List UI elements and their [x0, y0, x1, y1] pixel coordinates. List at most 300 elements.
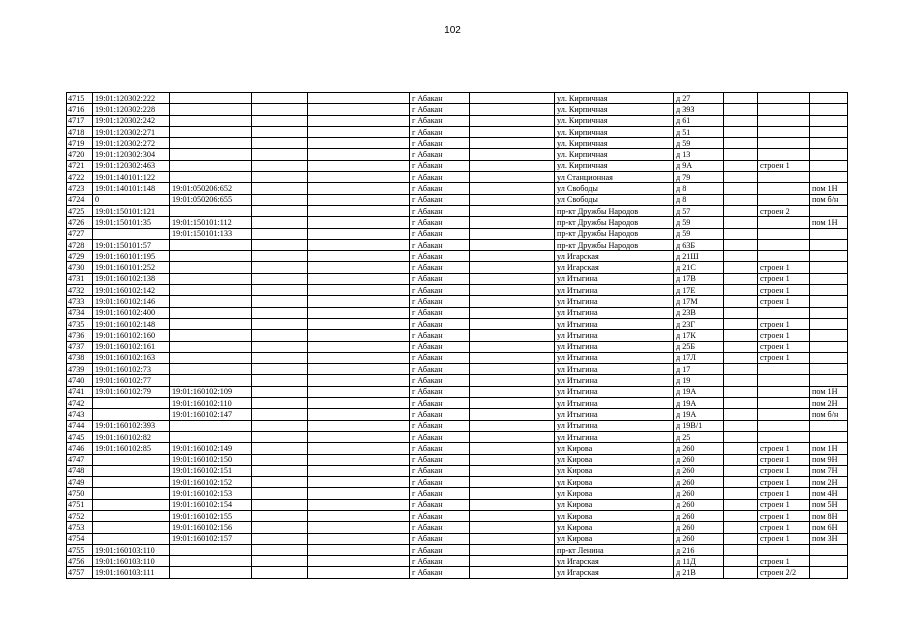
empty-col-5-cell: [308, 104, 410, 115]
empty-col-4-cell: [252, 318, 308, 329]
street-cell: ул Игарская: [555, 556, 674, 567]
city-cell: г Абакан: [410, 307, 470, 318]
premises-cell: пом 3Н: [810, 533, 848, 544]
empty-col-10-cell: [724, 126, 758, 137]
empty-col-7-cell: [470, 228, 555, 239]
empty-col-7-cell: [470, 126, 555, 137]
premises-cell: [810, 104, 848, 115]
city-cell: г Абакан: [410, 115, 470, 126]
premises-cell: [810, 352, 848, 363]
empty-col-10-cell: [724, 364, 758, 375]
empty-col-4-cell: [252, 160, 308, 171]
empty-col-7-cell: [470, 454, 555, 465]
empty-col-5-cell: [308, 420, 410, 431]
building-cell: [758, 149, 810, 160]
empty-col-7-cell: [470, 104, 555, 115]
house-number-cell: д 13: [674, 149, 724, 160]
house-number-cell: д 19А: [674, 398, 724, 409]
linked-cadastral-number-cell: [170, 149, 252, 160]
premises-cell: [810, 239, 848, 250]
empty-col-7-cell: [470, 251, 555, 262]
city-cell: г Абакан: [410, 522, 470, 533]
linked-cadastral-number-cell: [170, 307, 252, 318]
empty-col-10-cell: [724, 239, 758, 250]
cadastral-number-cell: 19:01:120302:222: [93, 93, 170, 104]
city-cell: г Абакан: [410, 330, 470, 341]
property-registry-table: [66, 92, 848, 579]
empty-col-10-cell: [724, 307, 758, 318]
table-row: [67, 251, 848, 262]
cadastral-number-cell: 19:01:160102:161: [93, 341, 170, 352]
table-row: [67, 477, 848, 488]
empty-col-5-cell: [308, 386, 410, 397]
linked-cadastral-number-cell: 19:01:150101:112: [170, 217, 252, 228]
record-number-cell: 4734: [67, 307, 93, 318]
record-number-cell: 4742: [67, 398, 93, 409]
premises-cell: пом б/н: [810, 409, 848, 420]
house-number-cell: д 260: [674, 465, 724, 476]
record-number-cell: 4727: [67, 228, 93, 239]
table-row: [67, 217, 848, 228]
city-cell: г Абакан: [410, 228, 470, 239]
street-cell: ул. Кирпичная: [555, 126, 674, 137]
empty-col-10-cell: [724, 420, 758, 431]
linked-cadastral-number-cell: 19:01:160102:153: [170, 488, 252, 499]
table-row: [67, 172, 848, 183]
street-cell: пр-кт Дружбы Народов: [555, 239, 674, 250]
house-number-cell: д 19В/1: [674, 420, 724, 431]
record-number-cell: 4753: [67, 522, 93, 533]
street-cell: ул Кирова: [555, 499, 674, 510]
empty-col-7-cell: [470, 420, 555, 431]
city-cell: г Абакан: [410, 409, 470, 420]
empty-col-7-cell: [470, 205, 555, 216]
street-cell: ул. Кирпичная: [555, 149, 674, 160]
empty-col-7-cell: [470, 522, 555, 533]
city-cell: г Абакан: [410, 205, 470, 216]
street-cell: ул Кирова: [555, 477, 674, 488]
city-cell: г Абакан: [410, 488, 470, 499]
house-number-cell: д 59: [674, 228, 724, 239]
table-row: [67, 522, 848, 533]
empty-col-7-cell: [470, 544, 555, 555]
cadastral-number-cell: [93, 398, 170, 409]
building-cell: строен 1: [758, 443, 810, 454]
building-cell: [758, 398, 810, 409]
house-number-cell: д 260: [674, 533, 724, 544]
building-cell: строен 1: [758, 296, 810, 307]
empty-col-7-cell: [470, 533, 555, 544]
empty-col-4-cell: [252, 217, 308, 228]
empty-col-10-cell: [724, 488, 758, 499]
linked-cadastral-number-cell: [170, 172, 252, 183]
premises-cell: [810, 172, 848, 183]
cadastral-number-cell: 19:01:120302:242: [93, 115, 170, 126]
empty-col-5-cell: [308, 398, 410, 409]
empty-col-7-cell: [470, 273, 555, 284]
city-cell: г Абакан: [410, 567, 470, 578]
empty-col-4-cell: [252, 138, 308, 149]
linked-cadastral-number-cell: [170, 544, 252, 555]
empty-col-5-cell: [308, 93, 410, 104]
cadastral-number-cell: 19:01:160102:85: [93, 443, 170, 454]
table-row: [67, 330, 848, 341]
empty-col-10-cell: [724, 386, 758, 397]
empty-col-5-cell: [308, 465, 410, 476]
premises-cell: [810, 544, 848, 555]
record-number-cell: 4748: [67, 465, 93, 476]
city-cell: г Абакан: [410, 194, 470, 205]
premises-cell: пом 9Н: [810, 454, 848, 465]
cadastral-number-cell: 19:01:160102:393: [93, 420, 170, 431]
empty-col-5-cell: [308, 217, 410, 228]
record-number-cell: 4736: [67, 330, 93, 341]
record-number-cell: 4716: [67, 104, 93, 115]
table-row: [67, 556, 848, 567]
street-cell: ул Кирова: [555, 522, 674, 533]
premises-cell: [810, 205, 848, 216]
street-cell: ул Кирова: [555, 488, 674, 499]
record-number-cell: 4739: [67, 364, 93, 375]
house-number-cell: д 39З: [674, 104, 724, 115]
record-number-cell: 4722: [67, 172, 93, 183]
record-number-cell: 4756: [67, 556, 93, 567]
street-cell: ул Игарская: [555, 567, 674, 578]
empty-col-5-cell: [308, 307, 410, 318]
empty-col-4-cell: [252, 183, 308, 194]
record-number-cell: 4743: [67, 409, 93, 420]
linked-cadastral-number-cell: 19:01:160102:151: [170, 465, 252, 476]
table-row: [67, 409, 848, 420]
building-cell: строен 1: [758, 510, 810, 521]
street-cell: ул. Кирпичная: [555, 115, 674, 126]
empty-col-4-cell: [252, 431, 308, 442]
record-number-cell: 4755: [67, 544, 93, 555]
linked-cadastral-number-cell: 19:01:050206:652: [170, 183, 252, 194]
linked-cadastral-number-cell: [170, 296, 252, 307]
street-cell: ул Итыгина: [555, 330, 674, 341]
linked-cadastral-number-cell: [170, 205, 252, 216]
cadastral-number-cell: 19:01:160102:138: [93, 273, 170, 284]
table-row: [67, 104, 848, 115]
street-cell: ул Итыгина: [555, 431, 674, 442]
street-cell: ул Итыгина: [555, 341, 674, 352]
empty-col-4-cell: [252, 510, 308, 521]
record-number-cell: 4757: [67, 567, 93, 578]
street-cell: ул Итыгина: [555, 398, 674, 409]
empty-col-4-cell: [252, 533, 308, 544]
city-cell: г Абакан: [410, 499, 470, 510]
city-cell: г Абакан: [410, 341, 470, 352]
city-cell: г Абакан: [410, 510, 470, 521]
street-cell: ул Итыгина: [555, 386, 674, 397]
empty-col-4-cell: [252, 567, 308, 578]
empty-col-10-cell: [724, 431, 758, 442]
building-cell: [758, 217, 810, 228]
premises-cell: [810, 262, 848, 273]
empty-col-10-cell: [724, 454, 758, 465]
table-row: [67, 465, 848, 476]
record-number-cell: 4754: [67, 533, 93, 544]
cadastral-number-cell: 19:01:160102:160: [93, 330, 170, 341]
city-cell: г Абакан: [410, 556, 470, 567]
house-number-cell: д 17Л: [674, 352, 724, 363]
building-cell: строен 1: [758, 352, 810, 363]
table-row: [67, 398, 848, 409]
street-cell: пр-кт Дружбы Народов: [555, 228, 674, 239]
empty-col-5-cell: [308, 228, 410, 239]
building-cell: строен 1: [758, 262, 810, 273]
empty-col-7-cell: [470, 341, 555, 352]
premises-cell: [810, 318, 848, 329]
city-cell: г Абакан: [410, 420, 470, 431]
premises-cell: пом 1Н: [810, 443, 848, 454]
table-row: [67, 352, 848, 363]
empty-col-5-cell: [308, 567, 410, 578]
record-number-cell: 4723: [67, 183, 93, 194]
empty-col-4-cell: [252, 522, 308, 533]
street-cell: ул Кирова: [555, 533, 674, 544]
house-number-cell: д 9А: [674, 160, 724, 171]
empty-col-7-cell: [470, 307, 555, 318]
house-number-cell: д 8: [674, 194, 724, 205]
table-row: [67, 262, 848, 273]
cadastral-number-cell: [93, 533, 170, 544]
premises-cell: [810, 93, 848, 104]
linked-cadastral-number-cell: 19:01:160102:147: [170, 409, 252, 420]
street-cell: ул Итыгина: [555, 285, 674, 296]
premises-cell: пом 1Н: [810, 217, 848, 228]
table-row: [67, 533, 848, 544]
empty-col-5-cell: [308, 239, 410, 250]
building-cell: [758, 239, 810, 250]
city-cell: г Абакан: [410, 386, 470, 397]
street-cell: ул Кирова: [555, 443, 674, 454]
record-number-cell: 4718: [67, 126, 93, 137]
empty-col-7-cell: [470, 262, 555, 273]
table-row: [67, 228, 848, 239]
linked-cadastral-number-cell: [170, 93, 252, 104]
cadastral-number-cell: [93, 522, 170, 533]
registry-body: [67, 93, 848, 579]
empty-col-7-cell: [470, 296, 555, 307]
building-cell: [758, 386, 810, 397]
empty-col-7-cell: [470, 443, 555, 454]
cadastral-number-cell: 19:01:160102:142: [93, 285, 170, 296]
empty-col-7-cell: [470, 318, 555, 329]
city-cell: г Абакан: [410, 183, 470, 194]
empty-col-5-cell: [308, 352, 410, 363]
empty-col-5-cell: [308, 273, 410, 284]
empty-col-7-cell: [470, 183, 555, 194]
city-cell: г Абакан: [410, 431, 470, 442]
table-row: [67, 239, 848, 250]
street-cell: ул. Кирпичная: [555, 160, 674, 171]
empty-col-5-cell: [308, 375, 410, 386]
street-cell: пр-кт Ленина: [555, 544, 674, 555]
street-cell: ул Итыгина: [555, 352, 674, 363]
house-number-cell: д 17: [674, 364, 724, 375]
table-row: [67, 364, 848, 375]
empty-col-10-cell: [724, 544, 758, 555]
table-row: [67, 386, 848, 397]
empty-col-5-cell: [308, 443, 410, 454]
empty-col-5-cell: [308, 115, 410, 126]
empty-col-10-cell: [724, 217, 758, 228]
empty-col-7-cell: [470, 352, 555, 363]
empty-col-7-cell: [470, 93, 555, 104]
house-number-cell: д 23В: [674, 307, 724, 318]
cadastral-number-cell: 19:01:160102:163: [93, 352, 170, 363]
empty-col-4-cell: [252, 352, 308, 363]
street-cell: ул. Кирпичная: [555, 104, 674, 115]
empty-col-7-cell: [470, 115, 555, 126]
premises-cell: пом б/н: [810, 194, 848, 205]
house-number-cell: д 25: [674, 431, 724, 442]
city-cell: г Абакан: [410, 172, 470, 183]
premises-cell: пом 6Н: [810, 522, 848, 533]
empty-col-4-cell: [252, 285, 308, 296]
house-number-cell: д 17Е: [674, 285, 724, 296]
city-cell: г Абакан: [410, 285, 470, 296]
cadastral-number-cell: 19:01:140101:122: [93, 172, 170, 183]
city-cell: г Абакан: [410, 251, 470, 262]
cadastral-number-cell: [93, 477, 170, 488]
record-number-cell: 4741: [67, 386, 93, 397]
cadastral-number-cell: 19:01:120302:271: [93, 126, 170, 137]
empty-col-5-cell: [308, 499, 410, 510]
record-number-cell: 4728: [67, 239, 93, 250]
house-number-cell: д 17К: [674, 330, 724, 341]
cadastral-number-cell: [93, 488, 170, 499]
building-cell: [758, 172, 810, 183]
house-number-cell: д 8: [674, 183, 724, 194]
premises-cell: пом 4Н: [810, 488, 848, 499]
cadastral-number-cell: 0: [93, 194, 170, 205]
city-cell: г Абакан: [410, 544, 470, 555]
empty-col-4-cell: [252, 488, 308, 499]
empty-col-5-cell: [308, 330, 410, 341]
empty-col-7-cell: [470, 477, 555, 488]
empty-col-10-cell: [724, 375, 758, 386]
city-cell: г Абакан: [410, 160, 470, 171]
empty-col-5-cell: [308, 364, 410, 375]
house-number-cell: д 57: [674, 205, 724, 216]
empty-col-10-cell: [724, 398, 758, 409]
empty-col-4-cell: [252, 239, 308, 250]
empty-col-10-cell: [724, 273, 758, 284]
table-row: [67, 443, 848, 454]
table-row: [67, 126, 848, 137]
cadastral-number-cell: [93, 228, 170, 239]
street-cell: ул Итыгина: [555, 296, 674, 307]
premises-cell: пом 1Н: [810, 183, 848, 194]
empty-col-4-cell: [252, 307, 308, 318]
empty-col-4-cell: [252, 194, 308, 205]
record-number-cell: 4731: [67, 273, 93, 284]
premises-cell: [810, 138, 848, 149]
empty-col-5-cell: [308, 533, 410, 544]
empty-col-10-cell: [724, 465, 758, 476]
street-cell: ул Кирова: [555, 454, 674, 465]
record-number-cell: 4720: [67, 149, 93, 160]
linked-cadastral-number-cell: [170, 273, 252, 284]
premises-cell: [810, 160, 848, 171]
linked-cadastral-number-cell: [170, 126, 252, 137]
house-number-cell: д 27: [674, 93, 724, 104]
city-cell: г Абакан: [410, 364, 470, 375]
city-cell: г Абакан: [410, 126, 470, 137]
empty-col-4-cell: [252, 228, 308, 239]
empty-col-4-cell: [252, 93, 308, 104]
cadastral-number-cell: 19:01:150101:57: [93, 239, 170, 250]
house-number-cell: д 19А: [674, 409, 724, 420]
linked-cadastral-number-cell: [170, 375, 252, 386]
table-row: [67, 431, 848, 442]
city-cell: г Абакан: [410, 262, 470, 273]
building-cell: строен 1: [758, 273, 810, 284]
empty-col-10-cell: [724, 160, 758, 171]
empty-col-5-cell: [308, 510, 410, 521]
city-cell: г Абакан: [410, 104, 470, 115]
empty-col-10-cell: [724, 138, 758, 149]
street-cell: ул. Кирпичная: [555, 138, 674, 149]
record-number-cell: 4717: [67, 115, 93, 126]
empty-col-5-cell: [308, 138, 410, 149]
cadastral-number-cell: 19:01:140101:148: [93, 183, 170, 194]
table-row: [67, 544, 848, 555]
linked-cadastral-number-cell: 19:01:160102:150: [170, 454, 252, 465]
empty-col-5-cell: [308, 431, 410, 442]
city-cell: г Абакан: [410, 296, 470, 307]
empty-col-4-cell: [252, 386, 308, 397]
street-cell: ул Станционная: [555, 172, 674, 183]
record-number-cell: 4751: [67, 499, 93, 510]
linked-cadastral-number-cell: [170, 341, 252, 352]
empty-col-5-cell: [308, 544, 410, 555]
linked-cadastral-number-cell: [170, 420, 252, 431]
empty-col-10-cell: [724, 443, 758, 454]
building-cell: строен 1: [758, 341, 810, 352]
record-number-cell: 4719: [67, 138, 93, 149]
table-row: [67, 499, 848, 510]
building-cell: строен 1: [758, 522, 810, 533]
building-cell: строен 1: [758, 160, 810, 171]
record-number-cell: 4721: [67, 160, 93, 171]
linked-cadastral-number-cell: 19:01:160102:155: [170, 510, 252, 521]
empty-col-4-cell: [252, 251, 308, 262]
house-number-cell: д 260: [674, 443, 724, 454]
empty-col-4-cell: [252, 477, 308, 488]
empty-col-4-cell: [252, 126, 308, 137]
empty-col-5-cell: [308, 194, 410, 205]
house-number-cell: д 260: [674, 499, 724, 510]
table-row: [67, 567, 848, 578]
house-number-cell: д 63Б: [674, 239, 724, 250]
empty-col-10-cell: [724, 183, 758, 194]
record-number-cell: 4749: [67, 477, 93, 488]
empty-col-10-cell: [724, 352, 758, 363]
premises-cell: [810, 330, 848, 341]
building-cell: [758, 409, 810, 420]
linked-cadastral-number-cell: 19:01:160102:149: [170, 443, 252, 454]
empty-col-7-cell: [470, 194, 555, 205]
table-row: [67, 273, 848, 284]
house-number-cell: д 17В: [674, 273, 724, 284]
linked-cadastral-number-cell: 19:01:160102:109: [170, 386, 252, 397]
record-number-cell: 4726: [67, 217, 93, 228]
linked-cadastral-number-cell: [170, 239, 252, 250]
